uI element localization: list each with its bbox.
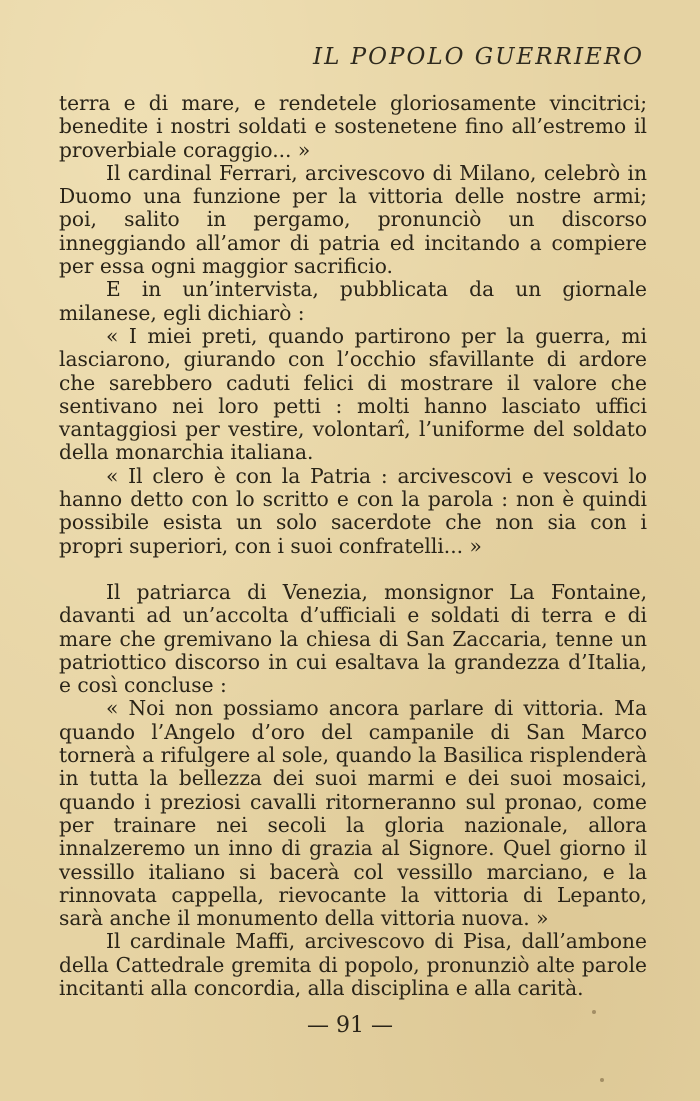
quote-clero: « Il clero è con la Patria : arcivescovi e vescovi lo hanno detto con lo scritto e con la parola : non è quindi possibile esista un solo sacerdote che non sia con i propri superiori, con i suoi confratelli... » bbox=[59, 463, 647, 558]
quote-preti: « I miei preti, quando partirono per la guerra, mi lasciarono, giurando con l’occhio sfavillante di ardore che sarebbero caduti felici di mostrare il valore che sentivano nei loro petti : molti hanno lasciato uffici vantaggiosi per vestire, volontarî, l’uniforme del soldato della monarchia italiana. bbox=[59, 323, 647, 465]
paragraph-continuation: terra e di mare, e rendetele gloriosamente vincitrici; benedite i nostri soldati e sostenetene fino all’estremo il proverbiale coraggio... » bbox=[59, 91, 647, 162]
page-number: — 91 — bbox=[307, 1013, 393, 1038]
paper-speck bbox=[600, 1078, 604, 1082]
paragraph-ferrari: Il cardinal Ferrari, arcivescovo di Milano, celebrò in Duomo una funzione per la vittoria delle nostre armi; poi, salito in pergamo, pronunciò un discorso inneggiando all’amor di patria ed incitando a compiere per essa ogni maggior sacrificio. bbox=[59, 160, 647, 279]
paper-speck bbox=[592, 1010, 596, 1014]
paragraph-maffi: Il cardinale Maffi, arcivescovo di Pisa, dall’ambone della Cattedrale gremita di popolo, pronunziò alte parole incitanti alla concordia, alla disciplina e alla carità. bbox=[59, 929, 647, 1000]
body-text bbox=[59, 92, 647, 1000]
quote-vittoria: « Noi non possiamo ancora parlare di vittoria. Ma quando l’Angelo d’oro del campanile di San Marco tornerà a rifulgere al sole, quando la Basilica risplenderà in tutta la bellezza dei suoi marmi e dei suoi mosaici, quando i preziosi cavalli ritorneranno sul pronao, come per trainare nei secoli la gloria nazionale, allora innalzeremo un inno di grazia al Signore. Quel giorno il vessillo italiano si bacerà col vessillo marciano, e la rinnovata cappella, rievocante la vittoria di Lepanto, sarà anche il monumento della vittoria nuova. » bbox=[59, 696, 647, 931]
paragraph-intervista: E in un’intervista, pubblicata da un giornale milanese, egli dichiarò : bbox=[59, 277, 647, 325]
running-head: IL POPOLO GUERRIERO bbox=[312, 44, 644, 70]
paragraph-patriarca: Il patriarca di Venezia, monsignor La Fontaine, davanti ad un’accolta d’ufficiali e soldati di terra e di mare che gremivano la chiesa di San Zaccaria, tenne un patriottico discorso in cui esaltava la grandezza d’Italia, e così concluse : bbox=[59, 579, 647, 698]
